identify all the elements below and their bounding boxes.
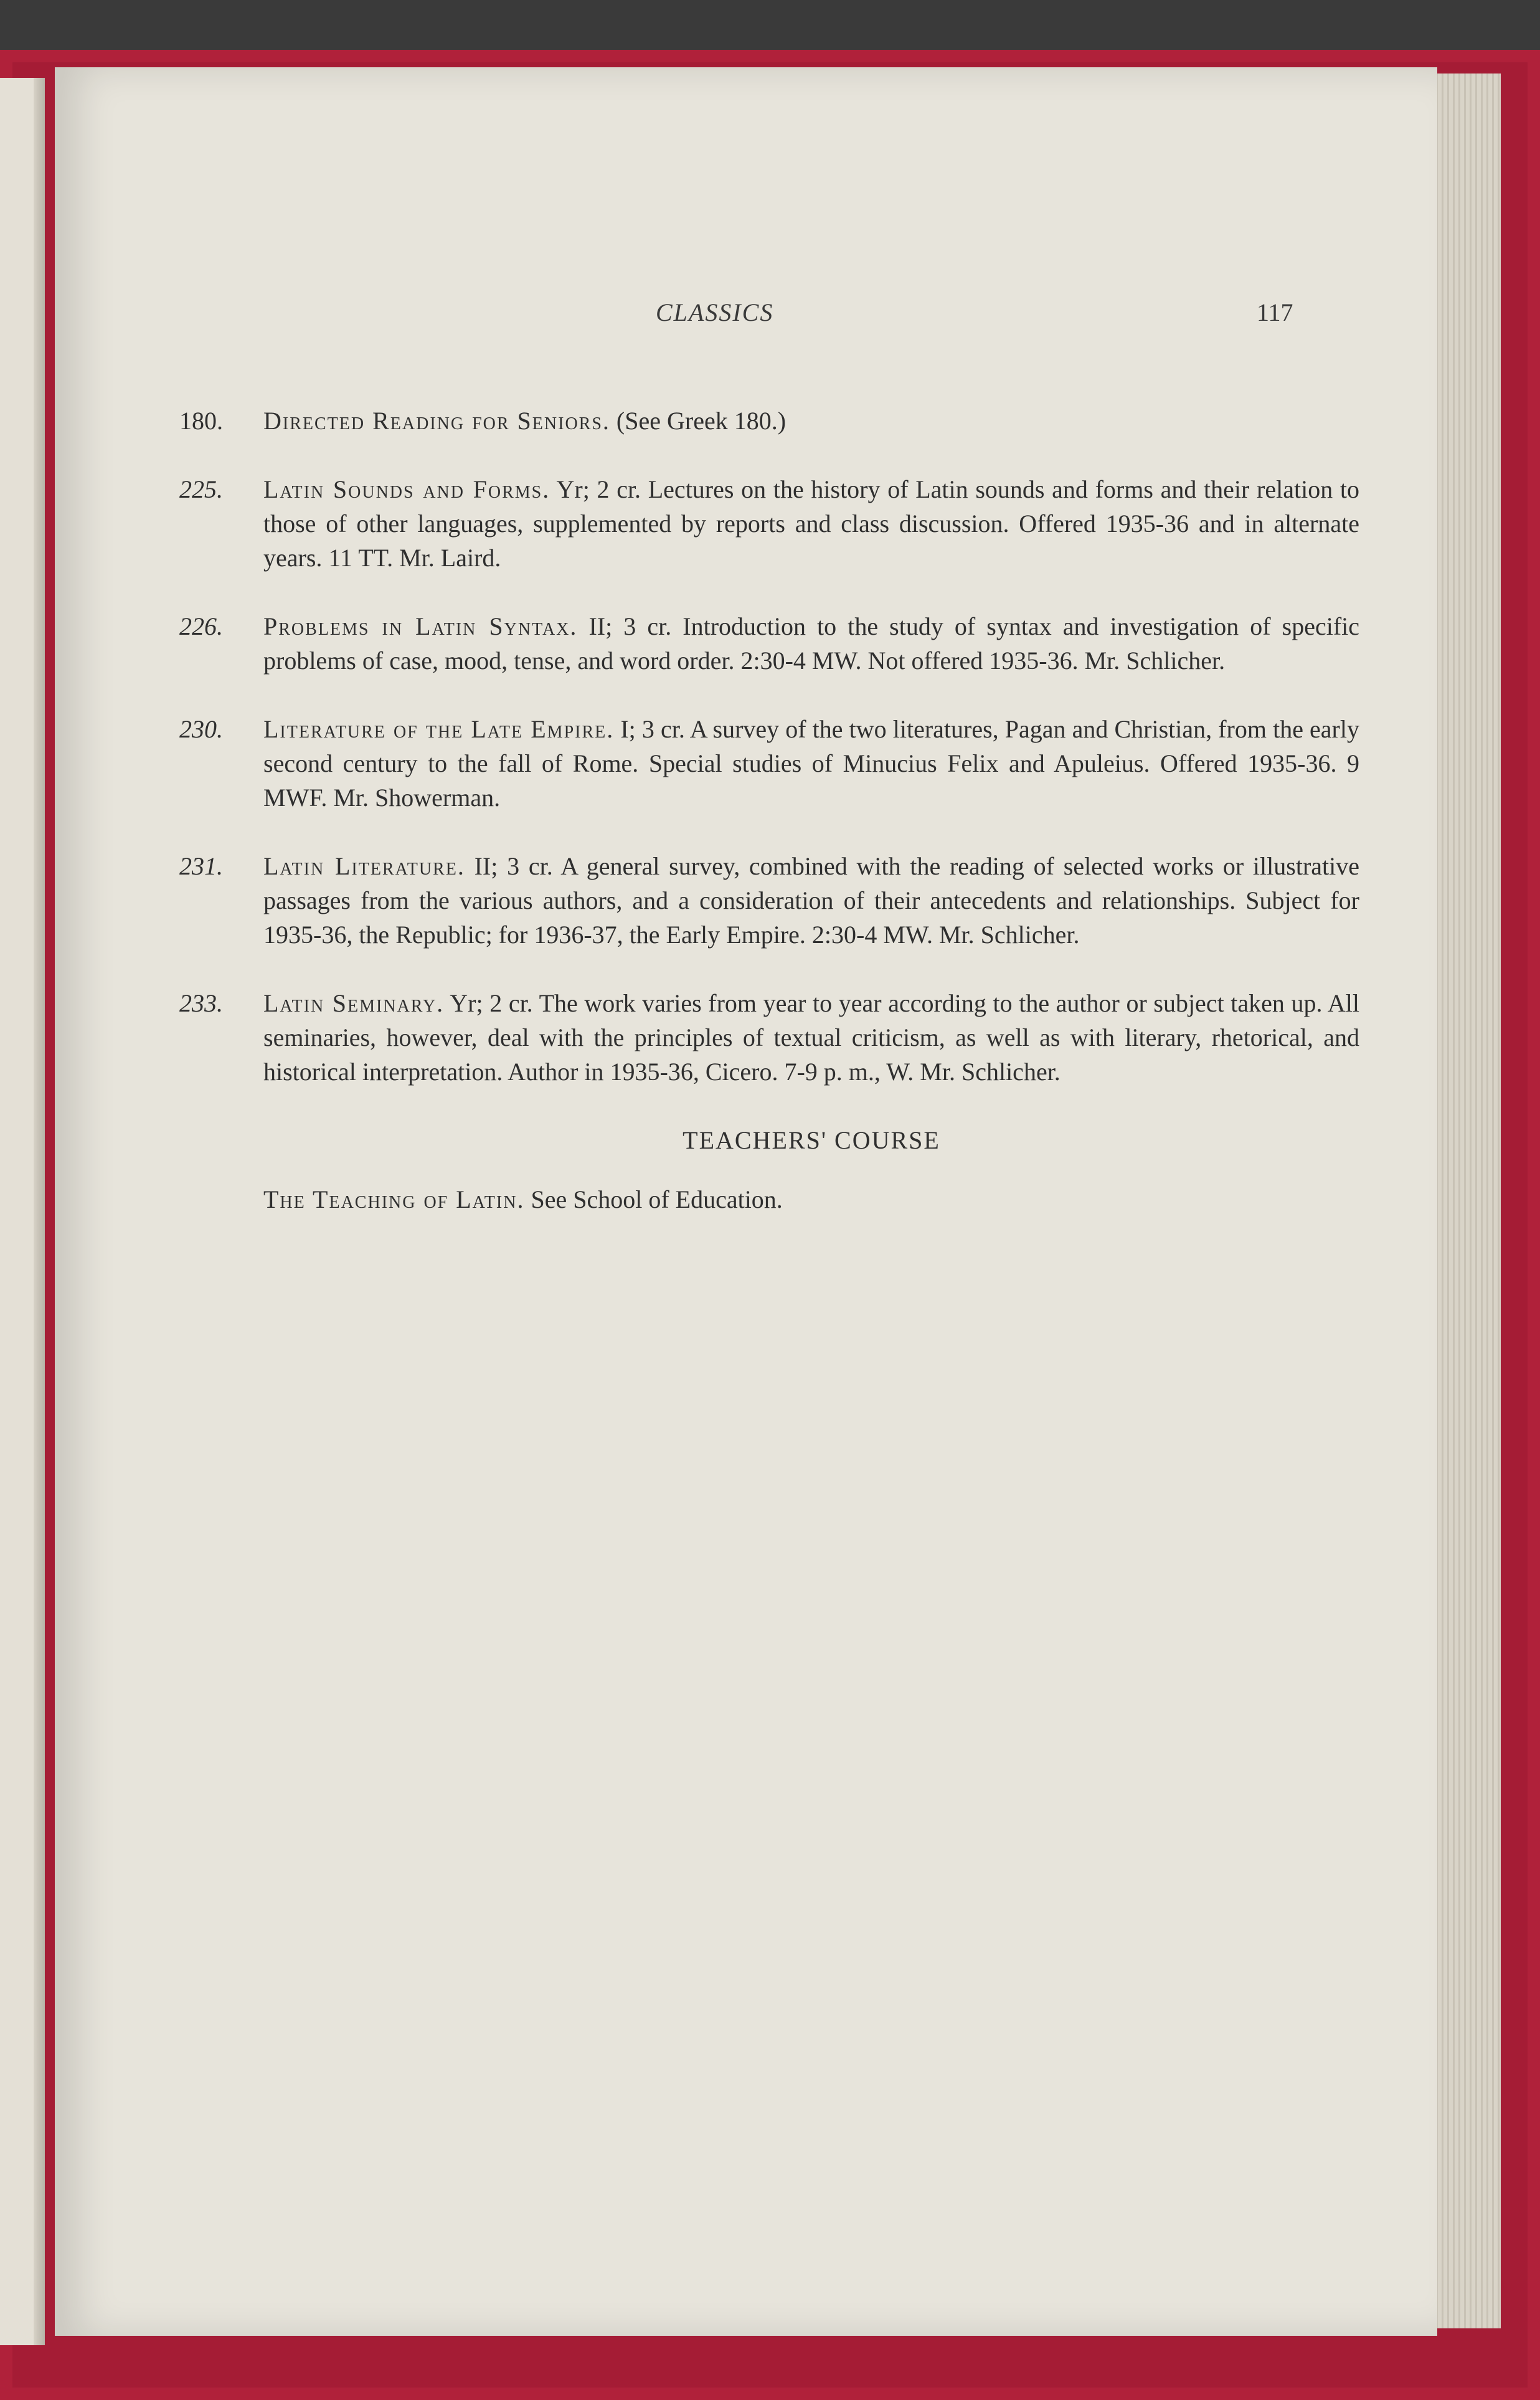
course-entry-180 <box>179 404 1359 438</box>
course-number: 225. <box>179 475 223 503</box>
course-entry-230 <box>179 712 1359 815</box>
page-block-edge <box>1432 74 1501 2328</box>
teachers-course-entry <box>179 1182 1359 1217</box>
left-page-edge <box>0 78 45 2345</box>
course-title: Latin Seminary. <box>263 989 445 1017</box>
course-number: 180. <box>179 407 223 435</box>
course-description: (See Greek 180.) <box>616 407 787 435</box>
course-list <box>179 404 1359 1217</box>
course-number: 233. <box>179 989 223 1017</box>
course-number: 231. <box>179 852 223 880</box>
page-header <box>55 298 1437 335</box>
course-entry-231 <box>179 849 1359 952</box>
teachers-course-title: The Teaching of Latin. <box>263 1185 525 1213</box>
course-description: Yr; 2 cr. Lectures on the history of Latin sounds and forms and their relation to those of other languages, supplemented by reports and class discussion. Offered 1935-36 and in alternate years. 11 TT. Mr. Laird. <box>263 475 1360 572</box>
course-title: Literature of the Late Empire. <box>263 715 615 743</box>
course-number: 230. <box>179 715 223 743</box>
teachers-course-text: See School of Education. <box>531 1185 783 1213</box>
course-description: II; 3 cr. Introduction to the study of syntax and investigation of specific problems of case, mood, tense, and word order. 2:30-4 MW. Not offered 1935-36. Mr. Schlicher. <box>263 612 1360 675</box>
course-title: Directed Reading for Seniors. <box>263 407 610 435</box>
course-entry-225 <box>179 472 1359 575</box>
section-heading: TEACHERS' COURSE <box>683 1126 940 1154</box>
running-head: CLASSICS <box>656 298 774 326</box>
course-title: Problems in Latin Syntax. <box>263 612 578 640</box>
course-description: I; 3 cr. A survey of the two literatures, Pagan and Christian, from the early second century to the fall of Rome. Special studies of Minucius Felix and Apuleius. Offered 1935-36. 9 MWF. Mr. Showerman. <box>263 715 1359 812</box>
book-page <box>55 67 1437 2336</box>
course-number: 226. <box>179 612 223 640</box>
page-number: 117 <box>1257 298 1293 326</box>
course-description: Yr; 2 cr. The work varies from year to year according to the author or subject taken up. All seminaries, however, deal with the principles of textual criticism, as well as with literary, rhetorical, and historical interpretation. Author in 1935-36, Cicero. 7-9 p. m., W. Mr. Schlicher. <box>263 989 1360 1086</box>
course-title: Latin Literature. <box>263 852 465 880</box>
course-entry-226 <box>179 609 1359 678</box>
course-title: Latin Sounds and Forms. <box>263 475 550 503</box>
course-entry-233 <box>179 986 1359 1089</box>
course-description: II; 3 cr. A general survey, combined with the reading of selected works or illustrative passages from the various authors, and a consideration of their antecedents and relationships. Subject for 1935-36, the Republic; for 1936-37, the Early Empire. 2:30-4 MW. Mr. Schlicher. <box>263 852 1360 949</box>
